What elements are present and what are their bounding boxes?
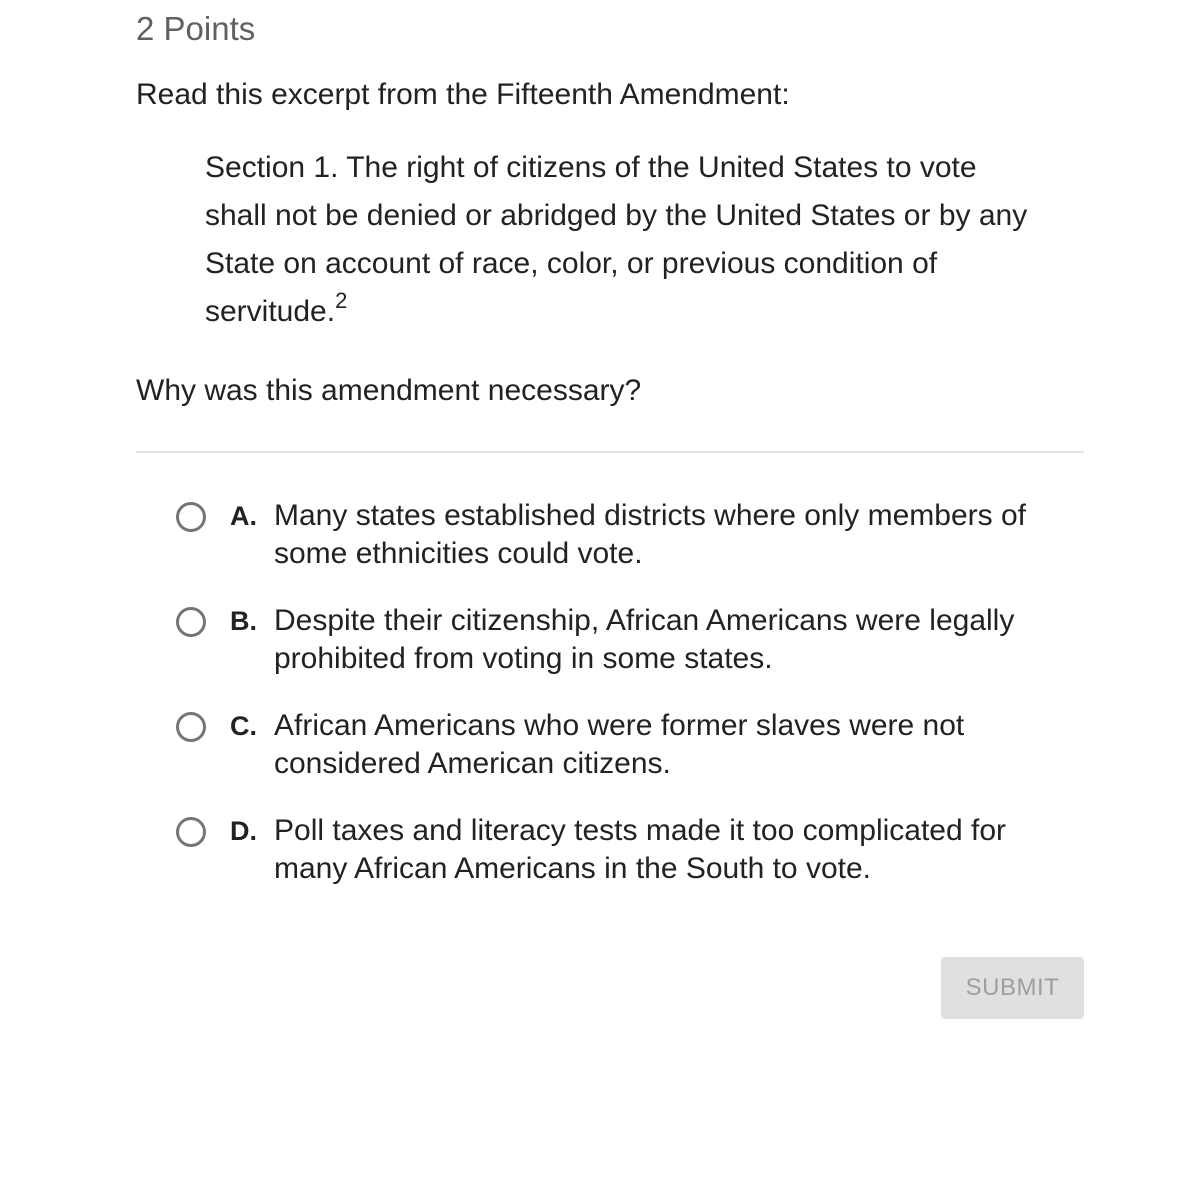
choice-a-text: Many states established districts where only members of some ethnicities could vote. bbox=[274, 499, 1026, 570]
excerpt-text: Section 1. The right of citizens of the United States to vote shall not be denied or abridged by the United States or by any State on account of race, color, or previous condition of servitude. bbox=[205, 151, 1028, 328]
choice-b-text: Despite their citizenship, African Americans were legally prohibited from voting in some states. bbox=[274, 604, 1015, 675]
choice-d-text: Poll taxes and literacy tests made it too complicated for many African Americans in the South to vote. bbox=[274, 814, 1007, 885]
radio-d-icon[interactable] bbox=[176, 817, 206, 847]
footnote-marker: 2 bbox=[335, 288, 348, 313]
radio-c-icon[interactable] bbox=[176, 712, 206, 742]
radio-b-icon[interactable] bbox=[176, 607, 206, 637]
choice-b-letter: B. bbox=[230, 606, 257, 636]
points-label: 2 Points bbox=[136, 10, 256, 47]
choice-a[interactable] bbox=[176, 497, 1076, 573]
amendment-excerpt bbox=[205, 144, 1035, 336]
choice-b[interactable] bbox=[176, 602, 1076, 678]
choice-c-text: African Americans who were former slaves were not considered American citizens. bbox=[274, 709, 965, 780]
question-text: Why was this amendment necessary? bbox=[136, 374, 642, 407]
choice-c[interactable] bbox=[176, 707, 1076, 783]
question-intro: Read this excerpt from the Fifteenth Amendment: bbox=[136, 78, 790, 111]
radio-a-icon[interactable] bbox=[176, 502, 206, 532]
submit-button[interactable]: SUBMIT bbox=[941, 957, 1084, 1019]
choice-a-letter: A. bbox=[230, 501, 257, 531]
divider bbox=[136, 451, 1084, 453]
choice-c-letter: C. bbox=[230, 711, 257, 741]
choice-d-letter: D. bbox=[230, 816, 257, 846]
choice-d[interactable] bbox=[176, 812, 1076, 888]
